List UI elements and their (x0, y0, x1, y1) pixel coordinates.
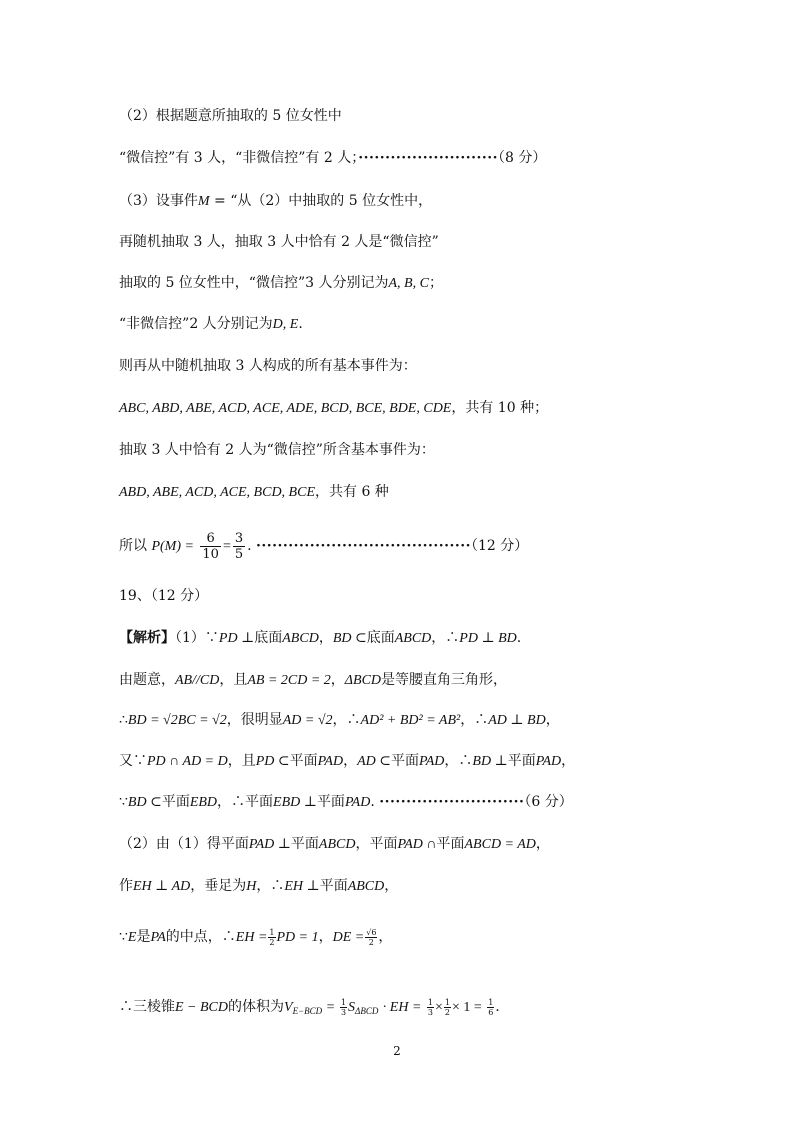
text: “非微信控”2 人分别记为 (119, 316, 273, 332)
text: （2）根据题意所抽取的 5 位女性中 (119, 108, 342, 124)
math: EBD ⊥ (273, 795, 317, 810)
leader-dots: ··························· (379, 794, 525, 810)
numerator: 1 (269, 927, 275, 937)
math: ABCD (318, 837, 356, 852)
text: ， (343, 753, 358, 769)
text: 抽取的 5 位女性中，“微信控”3 人分别记为 (119, 275, 389, 291)
part3-line5 (119, 356, 417, 376)
fraction (233, 531, 245, 562)
numerator: 1 (427, 997, 433, 1007)
math: PD ⊥ BD (459, 631, 517, 646)
math: A, B, C (388, 276, 429, 291)
text: ∴三棱锥 (119, 999, 175, 1015)
text: . (370, 794, 375, 810)
math: PD ⊂ (255, 754, 290, 769)
math: E (127, 930, 137, 945)
numerator: 1 (444, 997, 450, 1007)
numerator: 1 (488, 997, 494, 1007)
text: ∴ (119, 712, 128, 728)
math: S (348, 1000, 356, 1015)
question-number: 19、（12 分） (119, 588, 209, 604)
math: D, E (272, 317, 299, 332)
math: DE = (332, 930, 365, 945)
text: ， (561, 753, 576, 769)
text: 抽取 3 人中恰有 2 人为“微信控”所含基本事件为： (119, 442, 435, 458)
score-label: （6 分） (524, 794, 573, 810)
math: BD ⊂ (332, 631, 367, 646)
part3-line4 (119, 314, 303, 335)
math: PD ∩ AD = D (147, 754, 228, 769)
text: . (516, 630, 522, 646)
text: ，垂足为 (190, 878, 247, 894)
fraction (427, 998, 434, 1017)
text: 由题意， (119, 672, 175, 688)
math: AB//CD (175, 673, 220, 688)
math: BD ⊥ (472, 754, 508, 769)
math: PAD ∩ (397, 837, 437, 852)
text: ， (318, 929, 333, 945)
math: ABD, ABE, ACD, ACE, BCD, BCE (119, 485, 315, 500)
text: ， (545, 712, 560, 728)
math: BD = √2BC = √2 (127, 713, 227, 728)
math: AD = √2 (282, 713, 333, 728)
text: 的中点，∴ (165, 929, 236, 945)
analysis-tag: 【解析】 (119, 630, 175, 646)
text: 平面 (390, 753, 419, 769)
denominator: 3 (427, 1007, 433, 1017)
text: 平面 (507, 753, 536, 769)
math: PAD ⊥ (248, 837, 291, 852)
score-label: （12 分） (471, 538, 529, 554)
text: ，共有 6 种 (315, 484, 389, 500)
text: ，∴ (332, 712, 361, 728)
math: PAD (418, 754, 445, 769)
text: 再随机抽取 3 人，抽取 3 人中恰有 2 人是“微信控” (119, 234, 439, 250)
math: M (197, 194, 210, 209)
text: 是等腰直角三角形， (381, 672, 508, 688)
math: ABC, ABD, ABE, ACD, ACE, ADE, BCD, BCE, BDE, CDE (119, 401, 452, 416)
math: V (284, 1000, 293, 1015)
math: AD ⊂ (357, 754, 391, 769)
fraction (487, 998, 494, 1017)
math: EH = (235, 930, 268, 945)
math: AB = 2CD = 2 (247, 673, 331, 688)
fraction (365, 928, 377, 947)
math: = (222, 539, 231, 554)
subscript: E−BCD (292, 1006, 323, 1016)
math: H (246, 879, 257, 894)
numerator: 6 (200, 531, 221, 547)
math: · EH = (382, 1000, 422, 1015)
leader-dots: ·························· (358, 150, 498, 166)
text: = “从（2）中抽取的 5 位女性中， (209, 193, 433, 209)
denominator: 3 (340, 1007, 347, 1017)
text: （1）∵ (175, 630, 219, 646)
text: 底面 (366, 630, 395, 646)
text: 又∵ (119, 753, 147, 769)
text: 作 (119, 878, 133, 894)
math: ΔBCD (344, 673, 382, 688)
math: EBD (189, 795, 218, 810)
q19-line9 (119, 992, 500, 1026)
math: AD² + BD² = AB² (360, 713, 461, 728)
fraction (200, 531, 221, 562)
text: ； (428, 275, 443, 291)
text: ，很明显 (226, 712, 283, 728)
text: ∵ (119, 794, 128, 810)
text: 所以 (119, 538, 147, 554)
fraction (268, 928, 275, 947)
math: ABCD = AD (464, 837, 536, 852)
text: 平面 (161, 794, 190, 810)
math: EH ⊥ AD (133, 879, 191, 894)
denominator: 2 (269, 937, 275, 947)
numerator: 1 (340, 997, 347, 1007)
math: PD = 1 (276, 930, 319, 945)
text: ，共有 10 种； (451, 400, 549, 416)
text: ∵ (119, 929, 128, 945)
text: ，且 (227, 753, 256, 769)
part3-line3 (119, 273, 443, 294)
math: PAD (317, 754, 344, 769)
text: 平面 (319, 878, 348, 894)
text: ，∴平面 (217, 794, 274, 810)
text: ，且 (219, 672, 248, 688)
text: 底面 (254, 630, 283, 646)
part3-line7 (119, 440, 435, 460)
math: PAD (535, 754, 562, 769)
part3-line6 (119, 398, 548, 419)
text: （2）由（1）得平面 (119, 836, 249, 852)
text: ， (384, 878, 399, 894)
part3-line8 (119, 482, 389, 503)
math: ABCD (347, 879, 385, 894)
math: PD ⊥ (218, 631, 255, 646)
numerator: 3 (234, 530, 244, 546)
text: . (247, 538, 252, 554)
q19-line3 (119, 710, 560, 731)
text: ， (330, 672, 345, 688)
text: 平面 (436, 836, 465, 852)
text: ，平面 (355, 836, 398, 852)
part2-line1 (119, 106, 342, 126)
part3-line2 (119, 232, 439, 252)
denominator: 6 (488, 1007, 494, 1017)
q19-line2 (119, 670, 507, 691)
q19-line1 (119, 628, 521, 649)
q19-line8 (119, 922, 392, 953)
math: ABCD (394, 631, 432, 646)
text: ， (378, 929, 393, 945)
page-number: 2 (393, 1044, 401, 1058)
text: . (298, 316, 303, 332)
q19-line7 (119, 876, 398, 897)
math: = (326, 1000, 335, 1015)
text: （3）设事件 (119, 193, 198, 209)
text: “微信控”有 3 人，“非微信控”有 2 人； (119, 150, 359, 166)
text: 平面 (316, 794, 345, 810)
q19-line4 (119, 751, 575, 772)
q19-heading (119, 586, 208, 606)
text: ，∴ (444, 753, 473, 769)
text: 是 (136, 929, 151, 945)
fraction (340, 998, 347, 1017)
math: AD ⊥ BD (488, 713, 546, 728)
text: ， (535, 836, 550, 852)
text: 的体积为 (228, 999, 284, 1015)
denominator: 2 (444, 1007, 450, 1017)
q19-line5 (119, 792, 573, 813)
part3-line1 (119, 191, 432, 212)
subscript: ΔBCD (355, 1006, 379, 1016)
text: 平面 (289, 753, 318, 769)
math: PAD (344, 795, 371, 810)
part2-line2 (119, 148, 546, 168)
math: ABCD (282, 631, 319, 646)
text: ，∴ (256, 878, 285, 894)
part3-line9 (119, 528, 528, 565)
text: ，∴ (431, 630, 460, 646)
math: PA (150, 930, 166, 945)
numerator: √6 (366, 927, 377, 937)
math: × 1 = (451, 1000, 482, 1015)
score-label: （8 分） (497, 150, 547, 166)
text: . (495, 999, 500, 1015)
fraction (444, 998, 451, 1017)
text: ， (318, 630, 333, 646)
text: ，∴ (460, 712, 489, 728)
text: 则再从中随机抽取 3 人构成的所有基本事件为： (119, 358, 417, 374)
denominator: 5 (234, 546, 244, 562)
math: BD ⊂ (127, 795, 162, 810)
leader-dots: ········································ (256, 538, 472, 554)
denominator: 10 (202, 546, 219, 562)
denominator: 2 (368, 937, 374, 947)
math: EH ⊥ (284, 879, 320, 894)
math: E − BCD (175, 1000, 228, 1015)
text: 平面 (290, 836, 319, 852)
math: × (434, 1000, 443, 1015)
math: P(M) = (151, 539, 194, 554)
q19-line6 (119, 834, 550, 855)
